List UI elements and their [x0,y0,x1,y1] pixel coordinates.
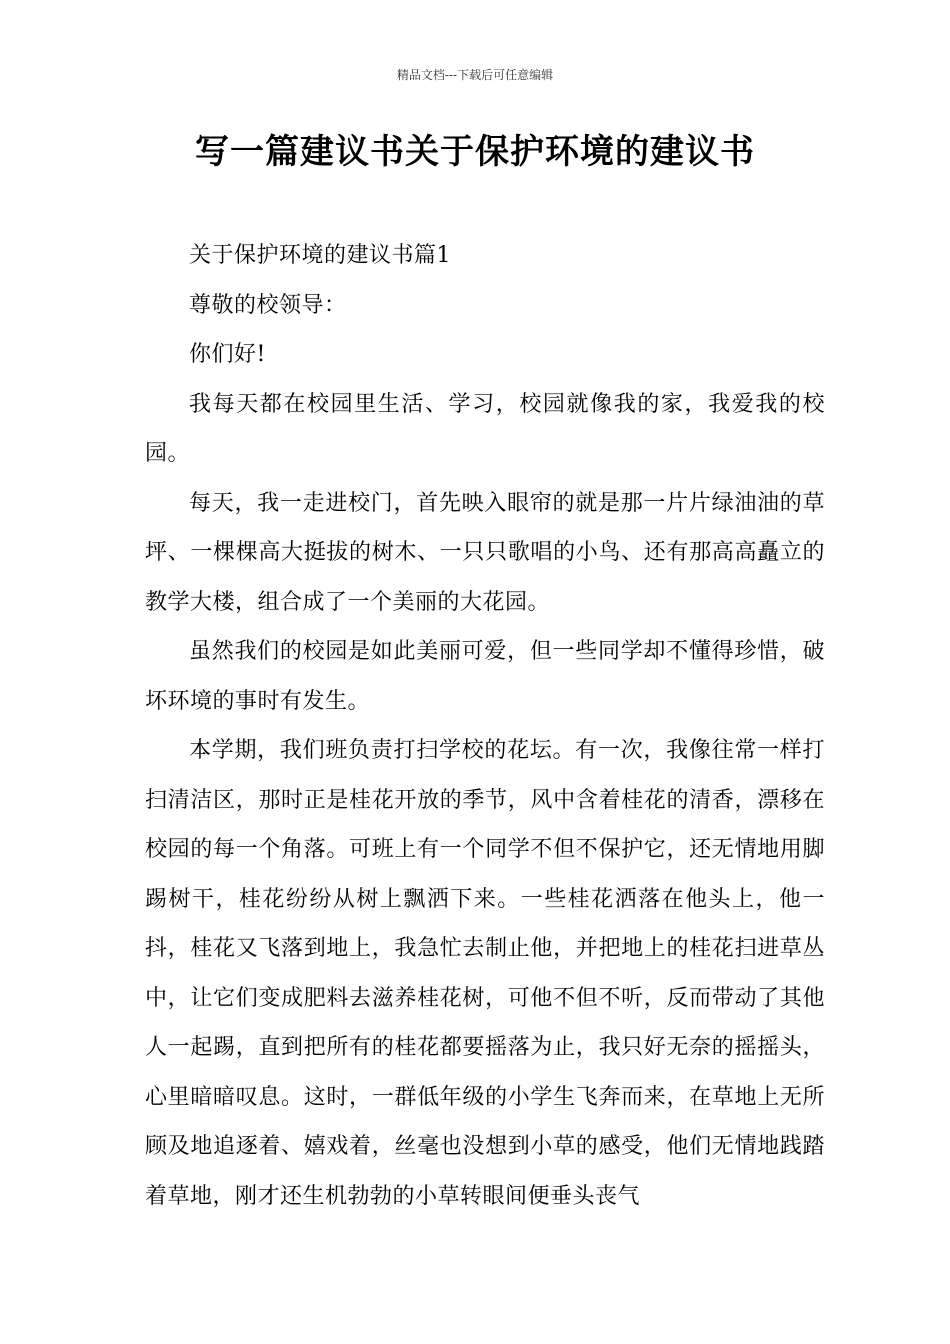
body-paragraph: 我每天都在校园里生活、学习，校园就像我的家，我爱我的校园。 [145,391,825,466]
section-heading: 关于保护环境的建议书篇1 [189,243,451,268]
page-header: 精品文档---下载后可任意编辑 [396,68,554,82]
document-title: 写一篇建议书关于保护环境的建议书 [195,132,755,172]
document-body [145,231,825,1221]
salutation: 尊敬的校领导： [189,292,347,318]
body-paragraph: 虽然我们的校园是如此美丽可爱，但一些同学却不懂得珍惜，破坏环境的事时有发生。 [145,639,825,714]
greeting: 你们好! [189,342,266,367]
body-paragraph: 每天，我一走进校门，首先映入眼帘的就是那一片片绿油油的草坪、一棵棵高大挺拔的树木、一只只歌唱的小鸟、还有那高高矗立的教学大楼，组合成了一个美丽的大花园。 [145,490,825,615]
body-paragraph: 本学期，我们班负责打扫学校的花坛。有一次，我像往常一样打扫清洁区，那时正是桂花开放的季节，风中含着桂花的清香，漂移在校园的每一个角落。可班上有一个同学不但不保护它，还无情地用脚踢树干，桂花纷纷从树上飘洒下来。一些桂花洒落在他头上，他一抖，桂花又飞落到地上，我急忙去制止他，并把地上的桂花扫进草丛中，让它们变成肥料去滋养桂花树，可他不但不听，反而带动了其他人一起踢，直到把所有的桂花都要摇落为止，我只好无奈的摇摇头，心里暗暗叹息。这时，一群低年级的小学生飞奔而来，在草地上无所顾及地追逐着、嬉戏着，丝毫也没想到小草的感受，他们无情地践踏着草地，刚才还生机勃勃的小草转眼间便垂头丧气 [145,738,825,1209]
